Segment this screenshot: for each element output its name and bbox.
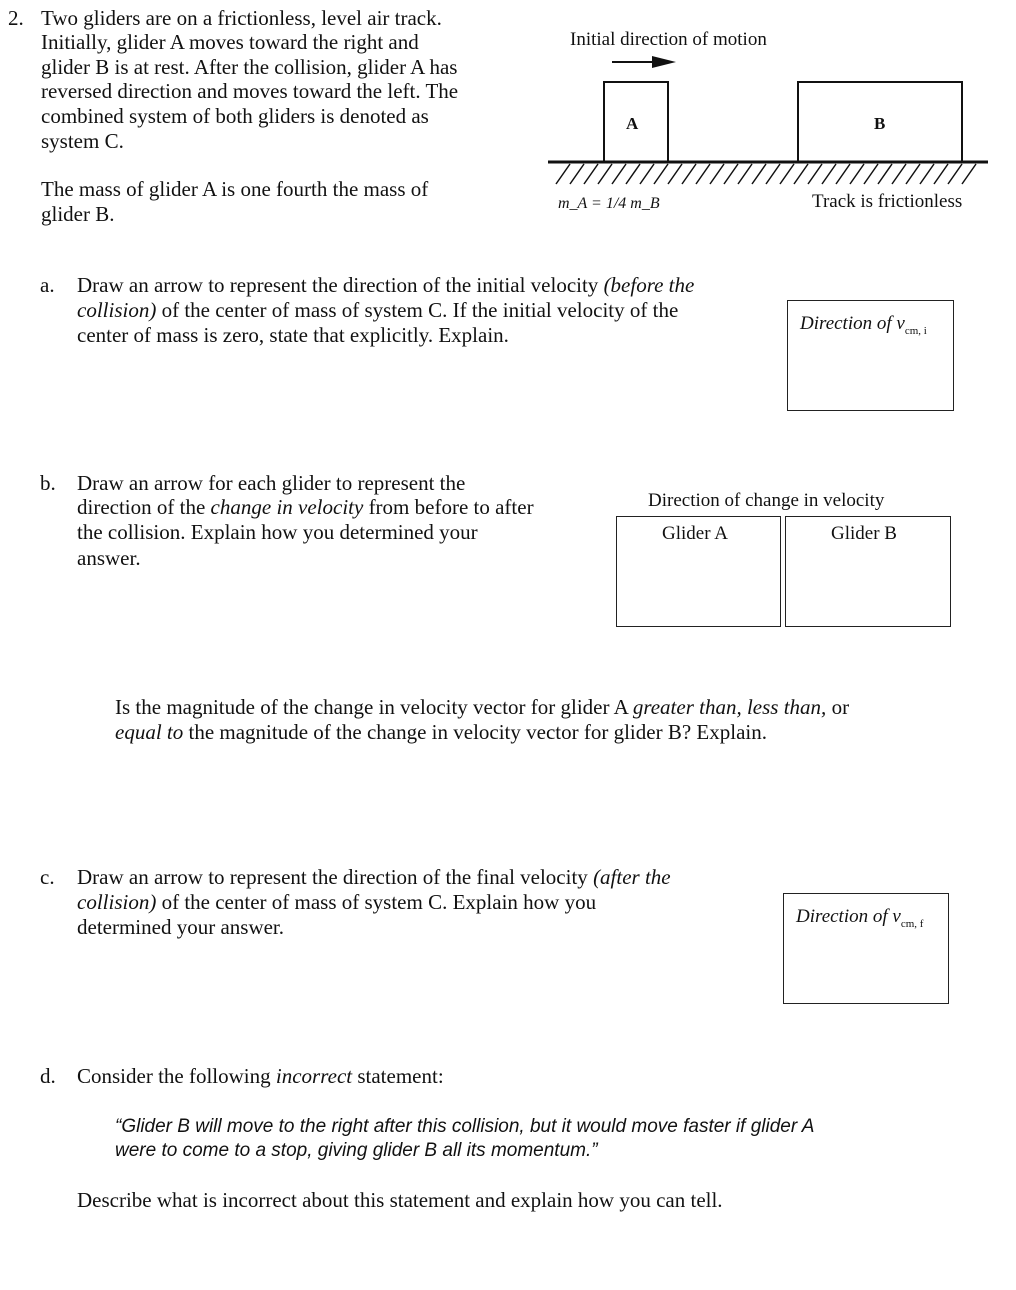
part-c-text: collision) of the center of mass of system C. Explain how you [77, 890, 597, 914]
answer-box-glider-b[interactable] [785, 516, 951, 627]
hatch-mark [934, 164, 948, 184]
hatch-mark [556, 164, 570, 184]
motion-label: Initial direction of motion [570, 29, 767, 50]
glider-b-column-label: Glider B [831, 523, 897, 544]
hatch-mark [584, 164, 598, 184]
hatch-mark [850, 164, 864, 184]
question-number: 2. [8, 6, 24, 30]
part-b-label: b. [40, 471, 56, 495]
hatch-mark [808, 164, 822, 184]
hatch-mark [724, 164, 738, 184]
incorrect-statement: were to come to a stop, giving glider B all its momentum.” [115, 1140, 598, 1161]
hatch-mark [962, 164, 976, 184]
intro-line: reversed direction and moves toward the left. The [41, 79, 459, 103]
hatch-mark [948, 164, 962, 184]
hatch-mark [626, 164, 640, 184]
incorrect-statement: “Glider B will move to the right after this collision, but it would move faster if glider A [115, 1116, 815, 1137]
mass-line: The mass of glider A is one fourth the mass of [41, 177, 429, 201]
hatch-mark [878, 164, 892, 184]
change-velocity-heading: Direction of change in velocity [648, 490, 885, 511]
hatch-mark [780, 164, 794, 184]
hatch-mark [598, 164, 612, 184]
hatch-mark [920, 164, 934, 184]
part-c-label: c. [40, 865, 55, 889]
intro-line: combined system of both gliders is denoted as [41, 104, 429, 128]
magnitude-question: Is the magnitude of the change in velocity vector for glider A greater than, less than, or [115, 695, 850, 719]
intro-line: Initially, glider A moves toward the right and [41, 30, 419, 54]
hatch-mark [612, 164, 626, 184]
part-d-text: Consider the following incorrect statement: [77, 1064, 444, 1088]
track-hatching [556, 164, 976, 184]
intro-line: system C. [41, 129, 124, 153]
hatch-mark [836, 164, 850, 184]
hatch-mark [738, 164, 752, 184]
hatch-mark [864, 164, 878, 184]
part-b-text: direction of the change in velocity from before to after [77, 495, 534, 519]
answer-box-glider-a[interactable] [616, 516, 781, 627]
box-label: Direction of $v_{cm, i}$ [800, 313, 927, 337]
glider-a-label: A [626, 114, 639, 133]
hatch-mark [570, 164, 584, 184]
hatch-mark [654, 164, 668, 184]
hatch-mark [822, 164, 836, 184]
right-arrow-icon [612, 56, 676, 68]
intro-line: glider B is at rest. After the collision, glider A has [41, 55, 458, 79]
hatch-mark [668, 164, 682, 184]
hatch-mark [696, 164, 710, 184]
glider-a-column-label: Glider A [662, 523, 728, 544]
part-a-text: center of mass is zero, state that explicitly. Explain. [77, 323, 509, 347]
part-d-label: d. [40, 1064, 56, 1088]
answer-box-vcm-initial[interactable] [787, 300, 954, 411]
part-b-text: answer. [77, 546, 141, 570]
part-a-label: a. [40, 273, 55, 297]
intro-line: Two gliders are on a frictionless, level air track. [41, 6, 442, 30]
hatch-mark [752, 164, 766, 184]
box-label: Direction of $v_{cm, f}$ [796, 906, 924, 930]
hatch-mark [766, 164, 780, 184]
hatch-mark [892, 164, 906, 184]
answer-box-vcm-final[interactable] [783, 893, 949, 1004]
part-b-text: Draw an arrow for each glider to represent the [77, 471, 466, 495]
part-a-text: Draw an arrow to represent the direction of the initial velocity (before the [77, 273, 695, 297]
part-c-text: determined your answer. [77, 915, 285, 939]
glider-b-label: B [874, 114, 886, 133]
part-d-prompt: Describe what is incorrect about this statement and explain how you can tell. [77, 1188, 723, 1212]
hatch-mark [794, 164, 808, 184]
hatch-mark [906, 164, 920, 184]
part-a-text: collision) of the center of mass of system C. If the initial velocity of the [77, 298, 679, 322]
hatch-mark [710, 164, 724, 184]
part-c-text: Draw an arrow to represent the direction of the final velocity (after the [77, 865, 671, 889]
hatch-mark [640, 164, 654, 184]
magnitude-question: equal to the magnitude of the change in velocity vector for glider B? Explain. [115, 720, 767, 744]
mass-relation: m_A = 1/4 m_B [558, 195, 660, 212]
hatch-mark [682, 164, 696, 184]
glider-diagram [540, 50, 1000, 190]
mass-line: glider B. [41, 202, 115, 226]
track-label: Track is frictionless [812, 191, 963, 212]
part-b-text: the collision. Explain how you determined your [77, 520, 478, 544]
